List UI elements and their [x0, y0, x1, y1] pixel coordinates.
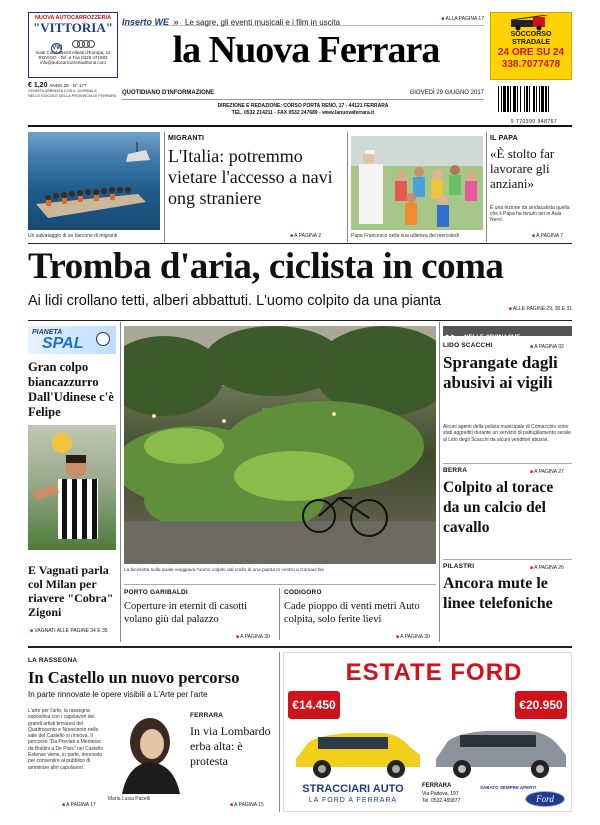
codigoro-page-ref: ■ A PAGINA 30 — [396, 634, 430, 640]
footballer-image — [28, 425, 116, 550]
masthead-title[interactable]: la Nuova Ferrara — [172, 29, 440, 71]
price-tag-left — [288, 691, 340, 719]
codigoro-headline[interactable]: Cade pioppo di venti metri Auto colpita, solo ferite lievi — [284, 601, 420, 625]
cronache-item1-page-ref: ■ A PAGINA 32 — [530, 344, 564, 350]
porto-page-ref: ■ A PAGINA 30 — [236, 634, 270, 640]
cronache-item1-body: Alcuni agenti della polizia municipale di Comacchio sono stati aggrediti durante un servizio di pattugliamento serale al Lido degli Scacchi da alcuni venditori abusivi. — [443, 424, 571, 443]
insert-arrows: » — [173, 17, 179, 27]
cronache-label: NELLE CRONACHE — [464, 335, 521, 341]
papa-caption: Papa Francesco nella sua udienza del mercoledì — [351, 233, 460, 239]
masthead-date: GIOVEDÌ 29 GIUGNO 2017 — [409, 90, 484, 96]
price-note2: NELLE EDICOLE DELLA PROVINCIA DI FERRARA — [28, 94, 117, 98]
vw-logo-icon: VW — [51, 43, 62, 54]
ad-carrozzeria-vittoria — [28, 12, 118, 78]
price-tag-right — [515, 691, 567, 719]
ad-line2: "VITTORIA" — [33, 20, 113, 35]
migrant-boat-image — [28, 132, 160, 230]
silver-suv-image — [430, 719, 570, 783]
cronache-item3-kicker: PILASTRI — [443, 563, 475, 570]
ford-ad-title: ESTATE FORD — [345, 659, 523, 686]
insert-page-ref: ■ ALLA PAGINA 17 — [441, 16, 484, 22]
porto-headline[interactable]: Coperture in eternit di casotti volano giù dal palazzo — [124, 601, 248, 625]
price-box — [28, 82, 120, 99]
section-rule — [443, 559, 572, 560]
woman-portrait-image — [108, 712, 188, 794]
cronache-item1-kicker: LIDO SCACCHI — [443, 342, 493, 349]
papa-page-ref: ■ A PAGINA 7 — [532, 233, 564, 239]
ford-dealer: STRACCIARI AUTO — [302, 783, 404, 795]
spal-headline[interactable]: Gran colpo biancazzurro Dall'Udinese c'è Felipe — [28, 360, 114, 419]
insert-label: Inserto WE — [122, 17, 170, 27]
migranti-kicker: MIGRANTI — [168, 135, 205, 142]
spal-player-photo[interactable] — [28, 425, 116, 550]
ad-line3: Viale Combattenti Alleati d'Europa, 14 — [35, 50, 111, 55]
barcode-number: 9 770390 948767 — [510, 119, 558, 125]
ad-soccorso-stradale — [490, 12, 572, 80]
section-rule — [443, 463, 572, 464]
papa-kicker: IL PAPA — [490, 135, 518, 142]
cronache-item2-page-ref: ■ A PAGINA 27 — [530, 469, 564, 475]
pacelli-photo[interactable] — [108, 712, 188, 794]
ferrara-kicker-box — [190, 712, 274, 719]
ford-brand: Ford — [536, 794, 554, 804]
barcode-icon — [496, 86, 572, 114]
cronache-item3-page-ref: ■ A PAGINA 26 — [530, 565, 564, 571]
ferrara-headline[interactable]: In via Lombardo erba alta: è protesta — [190, 724, 271, 768]
fallen-tree-bicycle-image — [124, 326, 436, 564]
main-storm-photo[interactable] — [124, 326, 436, 564]
codigoro-kicker: CODIGORO — [284, 589, 322, 596]
ad-car-logos — [29, 36, 117, 51]
spal-headline2[interactable]: E Vagnati parla col Milan per riavere "Cobra" Zigoni — [28, 563, 114, 619]
divider — [120, 322, 121, 642]
ford-promo: SABATO SEMPRE APERTI — [480, 785, 537, 790]
divider — [279, 652, 280, 812]
price-note1: VENDITA ABBINATA CON IL GIORNALE — [28, 89, 98, 93]
masthead-subtitle: QUOTIDIANO D'INFORMAZIONE — [122, 90, 215, 96]
cronache-label-bar — [443, 326, 572, 341]
rassegna-kicker: LA RASSEGNA — [28, 657, 78, 664]
ford-city: FERRARA — [422, 783, 452, 789]
rassegna-page-ref: ■ A PAGINA 17 — [62, 802, 96, 808]
porto-kicker: PORTO GARIBALDI — [124, 589, 188, 596]
insert-text: Le sagre, gli eventi musicali e i film in uscita — [184, 18, 341, 27]
ford-ad[interactable] — [283, 652, 572, 812]
rassegna-subhead: In parte rinnovate le opere visibili a L'Arte per l'arte — [28, 690, 208, 699]
ad-line5: info@autocarrozzeriavittoria.com — [40, 60, 106, 65]
cronache-item1-headline[interactable]: Sprangate dagli abusivi ai vigili — [443, 353, 558, 392]
price-right: €20.950 — [519, 698, 563, 712]
papa-photo[interactable] — [351, 136, 483, 230]
ad-soccorso-line2: STRADALE — [511, 39, 551, 46]
spal-label: SPAL — [42, 335, 84, 352]
ad-line4: ROVIGO - Tel. e Fax 0425 471683 — [38, 55, 108, 60]
divider — [164, 132, 165, 242]
divider — [486, 132, 487, 242]
insert-bar[interactable] — [122, 12, 484, 26]
masthead-address: DIREZIONE E REDAZIONE: CORSO PORTA RENO, 17 - 44121 FERRARA — [217, 103, 389, 109]
pope-with-children-image — [351, 136, 483, 230]
rassegna-headline[interactable]: In Castello un nuovo percorso — [28, 668, 240, 687]
tow-truck-icon — [491, 15, 571, 31]
ferrara-page-ref: ■ A PAGINA 15 — [230, 802, 264, 808]
spal-page-ref: ■ VAGNATI ALLE PAGINE 34 E 35 — [30, 628, 108, 634]
rassegna-body: L'arte per l'arte, la rassegna espositiva con i capolavori dei grandi artisti ferraresi del Quattrocento e Novecento nelle sale del Castello si rinnova. Il percorso "Da Previati a Mentessi da Boldini a De Pisis" nel Castello Estense viene, in parte, rinnovato per consentire al pubblico di ammirare altri capolavori. — [28, 708, 104, 771]
cronache-item2-kicker: BERRA — [443, 467, 468, 474]
section-rule — [28, 320, 572, 321]
price-left: €14.450 — [292, 698, 336, 712]
section-rule — [28, 646, 572, 648]
section-rule — [124, 584, 436, 585]
year-number: ANNO 29 - N° 177 — [49, 83, 87, 88]
ad-soccorso-line3: 24 ORE SU 24 — [497, 47, 565, 58]
papa-body: È una lezione da sindacalista quella che il Papa ha tenuto ieri in Aula Nervi. — [490, 205, 570, 223]
ferrara-kicker: FERRARA — [190, 712, 224, 719]
price: € 1,20 — [28, 82, 48, 89]
divider — [347, 132, 348, 242]
ford-address: Via Padova, 197 — [422, 791, 459, 797]
ad-soccorso-phone: 338.7077478 — [501, 59, 561, 70]
pacelli-caption: Maria Luisa Pacelli — [108, 796, 150, 802]
migranti-headline[interactable]: L'Italia: potremmo vietare l'accesso a navi ong straniere — [168, 146, 333, 208]
soccer-ball-icon — [96, 332, 110, 346]
cronache-item2-headline[interactable]: Colpito al torace da un calcio del cavallo — [443, 479, 554, 536]
barcode — [496, 86, 572, 125]
ford-logo-icon — [525, 791, 565, 807]
ford-phone: Tel. 0532.465877 — [422, 798, 461, 804]
migranti-photo[interactable] — [28, 132, 160, 230]
papa-headline[interactable]: «È stolto far lavorare gli anziani» — [490, 146, 555, 191]
header-rule — [28, 125, 572, 127]
divider — [439, 322, 440, 642]
pianeta-label: PIANETA — [32, 329, 63, 336]
main-subhead: Ai lidi crollano tetti, alberi abbattuti. L'uomo colpito da una pianta — [28, 293, 442, 309]
ad-line1: NUOVA AUTOCARROZZERIA — [34, 15, 112, 21]
main-page-ref: ■ ALLE PAGINE 29, 30 E 31 — [508, 306, 572, 312]
cronache-arrows-icon: ▶▶ — [446, 334, 457, 341]
main-photo-caption: La bicicletta sulla quale viaggiava l'uomo colpito dal crollo di una pianta in centro a Comacchio — [124, 568, 325, 573]
ford-dealer-sub: LA FORD A FERRARA — [308, 797, 398, 804]
masthead-rule — [122, 99, 484, 100]
masthead-phone: TEL. 0532 214211 - FAX 0532 247689 - www.lanuovaferrara.it — [231, 110, 375, 116]
main-headline[interactable]: Tromba d'aria, ciclista in coma — [28, 246, 504, 287]
migranti-page-ref: ■ A PAGINA 2 — [290, 233, 322, 239]
ad-soccorso-line1: SOCCORSO — [510, 31, 552, 38]
yellow-car-image — [288, 719, 428, 783]
cronache-item3-headline[interactable]: Ancora mute le linee telefoniche — [443, 575, 553, 612]
divider — [279, 588, 280, 640]
pianeta-spal-logo[interactable] — [28, 326, 116, 354]
migranti-caption: Un salvataggio di un barcone di migranti — [28, 233, 118, 239]
